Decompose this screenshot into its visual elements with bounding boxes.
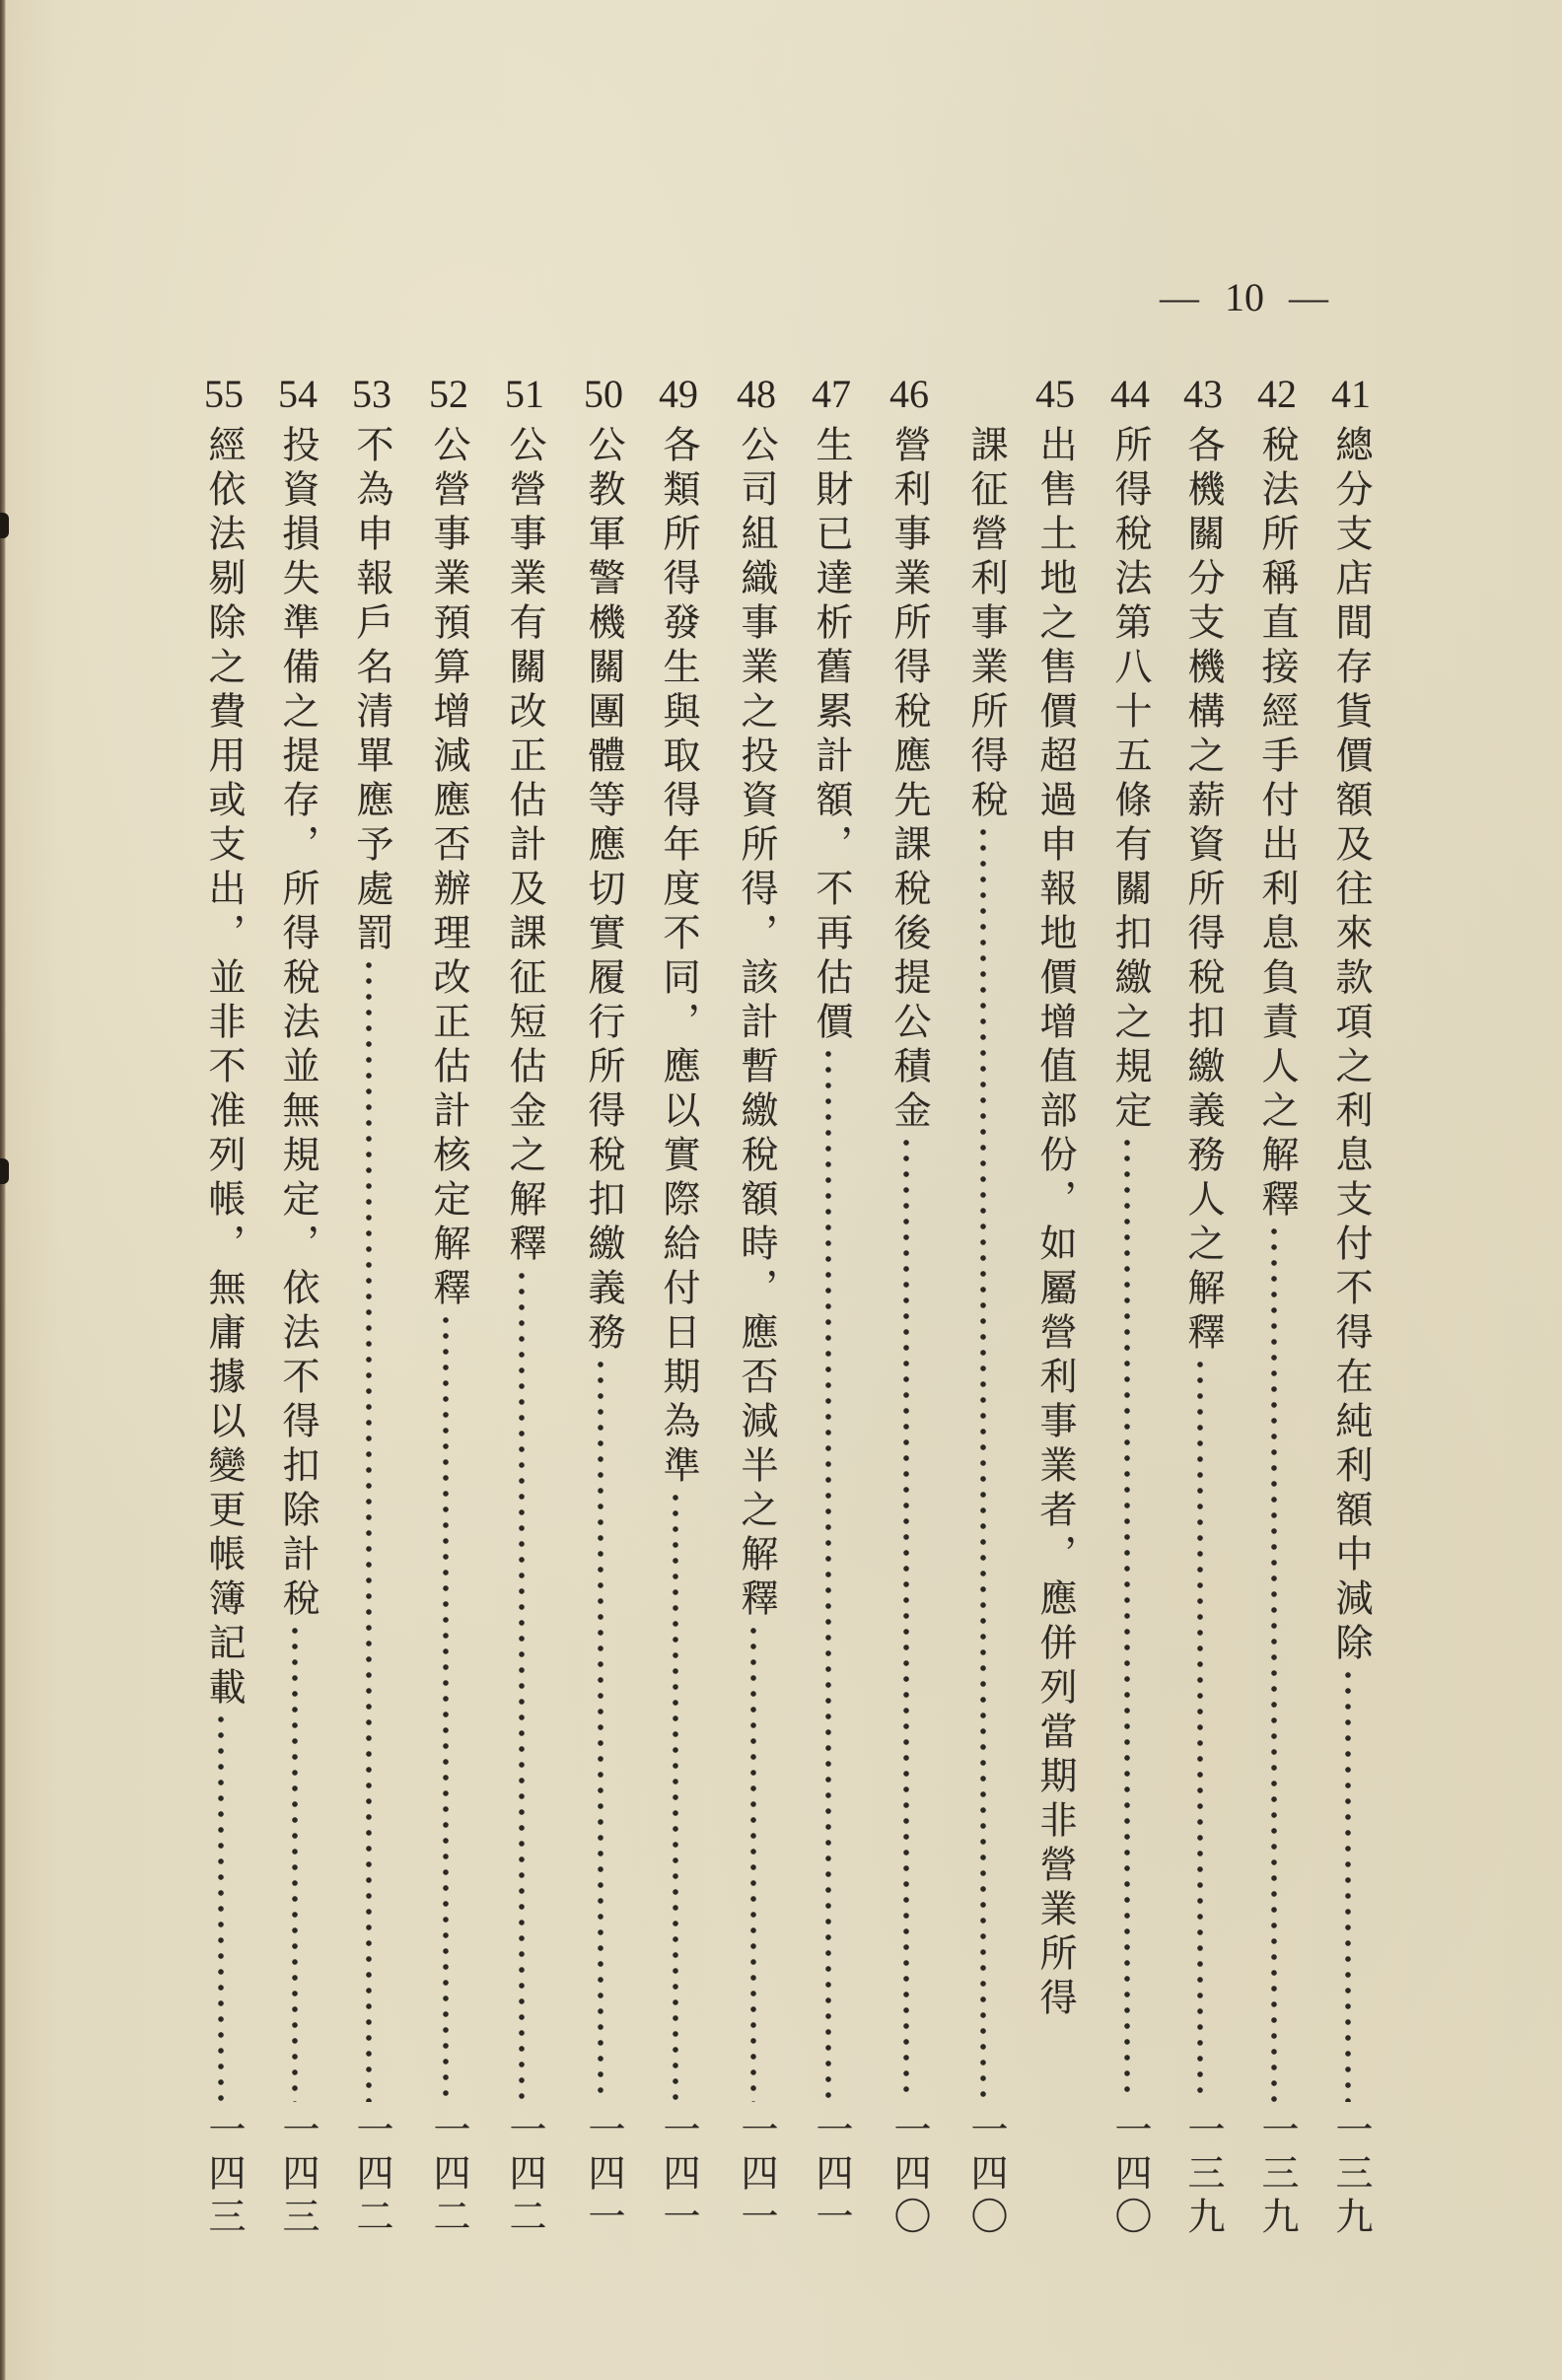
toc-entry-49 xyxy=(644,372,713,2258)
entry-title: 各類所得發生與取得年度不同，應以實際給付日期為準 xyxy=(657,425,700,1490)
entry-page-number: 一四二 xyxy=(350,2110,393,2240)
dot-leader xyxy=(215,1712,227,2102)
entry-title: 投資損失準備之提存，所得稅法並無規定，依法不得扣除計稅 xyxy=(276,425,320,1623)
entry-page-number: 一三九 xyxy=(1329,2110,1373,2240)
entry-page-number: 一四三 xyxy=(276,2110,320,2240)
page-number: 10 xyxy=(1225,275,1264,319)
toc-entry-53 xyxy=(337,372,406,2258)
entry-line xyxy=(569,425,638,2102)
header-dash-right: — xyxy=(1289,275,1328,319)
entry-page-number: 一四二 xyxy=(503,2110,546,2240)
binding-mark xyxy=(0,513,9,538)
entry-title: 所得稅法第八十五條有關扣繳之規定 xyxy=(1108,425,1152,1135)
entry-title: 不為申報戶名清單應予處罰 xyxy=(350,425,393,957)
toc-entry-50 xyxy=(569,372,638,2258)
entry-number: 49 xyxy=(659,372,698,416)
entry-title-continuation: 課征營利事業所得稅 xyxy=(964,425,1008,824)
entry-title: 出售土地之售價超過申報地價增值部份，如屬營利事業者，應併列當期非營業所得 xyxy=(1033,425,1077,2022)
toc-entry-52 xyxy=(414,372,483,2258)
entry-page-number: 一四一 xyxy=(582,2110,625,2240)
entry-page-number: 一四〇 xyxy=(964,2110,1008,2240)
entry-title: 公營事業預算增減應否辦理改正估計核定解釋 xyxy=(427,425,470,1312)
entry-line xyxy=(1096,425,1165,2102)
entry-line xyxy=(337,425,406,2102)
toc-entry-48 xyxy=(722,372,791,2258)
header-dash-left: — xyxy=(1160,275,1199,319)
toc-entry-54 xyxy=(263,372,332,2258)
entry-line xyxy=(875,425,944,2102)
entry-line xyxy=(490,425,559,2102)
entry-title: 營利事業所得稅應先課稅後提公積金 xyxy=(888,425,931,1135)
dot-leader xyxy=(516,1268,528,2102)
toc-entry-47 xyxy=(797,372,866,2258)
entry-title: 公教軍警機關團體等應切實履行所得稅扣繳義務 xyxy=(582,425,625,1357)
dot-leader xyxy=(1268,1224,1280,2102)
entry-line xyxy=(414,425,483,2102)
toc-entry-55 xyxy=(189,372,258,2258)
entry-title: 公營事業有關改正估計及課征短估金之解釋 xyxy=(503,425,546,1268)
toc-entry-51 xyxy=(490,372,559,2258)
toc-entry-41 xyxy=(1316,372,1385,2258)
entry-number: 53 xyxy=(352,372,391,416)
entry-title: 稅法所稱直接經手付出利息負責人之解釋 xyxy=(1255,425,1299,1224)
toc-entry-43 xyxy=(1169,372,1238,2258)
entry-line xyxy=(952,425,1021,2102)
entry-page-number: 一四一 xyxy=(735,2110,778,2240)
dot-leader xyxy=(900,1135,912,2102)
dot-leader xyxy=(440,1312,452,2102)
entry-page-number: 一四〇 xyxy=(1108,2110,1152,2240)
page-binding-edge xyxy=(0,0,6,2380)
toc-entry-42 xyxy=(1242,372,1312,2258)
entry-title: 經依法剔除之費用或支出，並非不准列帳，無庸據以變更帳簿記載 xyxy=(202,425,246,1712)
entry-number: 44 xyxy=(1110,372,1150,416)
entry-number: 41 xyxy=(1331,372,1371,416)
toc-entry-46 xyxy=(875,372,944,2258)
entry-page-number: 一三九 xyxy=(1255,2110,1299,2240)
entry-line xyxy=(644,425,713,2102)
entry-page-number: 一四一 xyxy=(810,2110,853,2240)
toc-entry-45-continuation xyxy=(952,375,1021,2258)
entry-number: 43 xyxy=(1183,372,1223,416)
entry-line xyxy=(1021,425,1090,2102)
entry-line xyxy=(189,425,258,2102)
entry-page-number: 一四〇 xyxy=(888,2110,931,2240)
entry-number: 52 xyxy=(429,372,468,416)
entry-number: 45 xyxy=(1035,372,1075,416)
entry-title: 生財已達析舊累計額，不再估價 xyxy=(810,425,853,1046)
binding-mark xyxy=(0,1158,9,1184)
toc-entry-45 xyxy=(1021,372,1090,2258)
entry-line xyxy=(263,425,332,2102)
entry-page-number: 一四二 xyxy=(427,2110,470,2240)
dot-leader xyxy=(747,1623,759,2102)
entry-number: 48 xyxy=(737,372,776,416)
dot-leader xyxy=(363,957,375,2102)
entry-number: 54 xyxy=(278,372,318,416)
dot-leader xyxy=(1121,1135,1133,2102)
entry-title: 各機關分支機構之薪資所得稅扣繳義務人之解釋 xyxy=(1181,425,1225,1357)
entry-page-number: 一三九 xyxy=(1181,2110,1225,2240)
entry-number: 51 xyxy=(505,372,544,416)
entry-number: 46 xyxy=(889,372,929,416)
entry-page-number: 一四三 xyxy=(202,2110,246,2240)
entry-number: 47 xyxy=(812,372,851,416)
dot-leader xyxy=(289,1623,301,2102)
entry-line xyxy=(722,425,791,2102)
dot-leader xyxy=(1194,1357,1206,2102)
dot-leader xyxy=(670,1490,681,2102)
entry-number: 42 xyxy=(1257,372,1297,416)
toc-entry-44 xyxy=(1096,372,1165,2258)
dot-leader xyxy=(1342,1667,1354,2102)
entry-title: 公司組織事業之投資所得，該計暫繳稅額時，應否減半之解釋 xyxy=(735,425,778,1623)
dot-leader xyxy=(595,1357,606,2102)
dot-leader xyxy=(822,1046,834,2102)
entry-line xyxy=(1242,425,1312,2102)
entry-number: 55 xyxy=(204,372,244,416)
entry-line xyxy=(797,425,866,2102)
entry-line xyxy=(1316,425,1385,2102)
entry-page-number: 一四一 xyxy=(657,2110,700,2240)
entry-number: 50 xyxy=(584,372,623,416)
entry-line xyxy=(1169,425,1238,2102)
dot-leader xyxy=(977,824,989,2102)
page-number-header xyxy=(1160,275,1328,319)
entry-title: 總分支店間存貨價額及往來款項之利息支付不得在純利額中減除 xyxy=(1329,425,1373,1667)
